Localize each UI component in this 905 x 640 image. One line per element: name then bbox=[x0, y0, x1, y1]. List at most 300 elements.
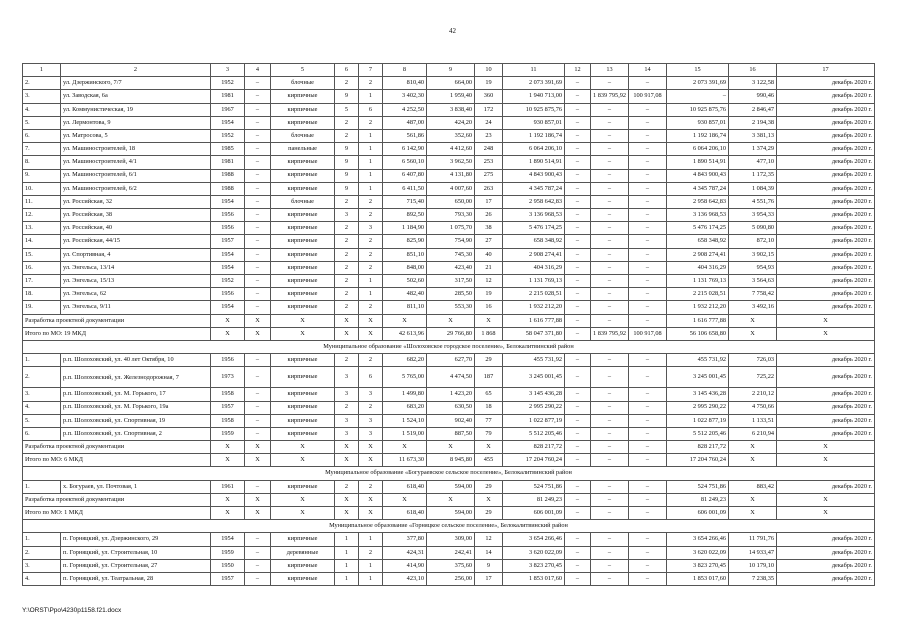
table-cell: 715,40 bbox=[383, 195, 427, 208]
summary-cell: X bbox=[245, 454, 271, 467]
table-cell: 1 bbox=[359, 156, 383, 169]
table-cell: – bbox=[591, 427, 629, 440]
table-cell: – bbox=[591, 235, 629, 248]
table-cell: 360 bbox=[475, 90, 503, 103]
table-cell: 2 bbox=[335, 261, 359, 274]
table-cell: кирпичные bbox=[271, 480, 335, 493]
table-cell: – bbox=[591, 275, 629, 288]
table-cell: кирпичные bbox=[271, 388, 335, 401]
table-cell: – bbox=[245, 129, 271, 142]
table-cell: 8. bbox=[23, 156, 61, 169]
building-address: ул. Энгельса, 13/14 bbox=[61, 261, 211, 274]
table-cell: 3 620 022,09 bbox=[667, 546, 729, 559]
table-cell: 2 bbox=[359, 195, 383, 208]
table-cell: 455 731,92 bbox=[503, 354, 565, 367]
table-cell: 187 bbox=[475, 367, 503, 388]
table-cell: 5 476 174,25 bbox=[503, 222, 565, 235]
summary-cell: X bbox=[245, 327, 271, 340]
table-cell: кирпичные bbox=[271, 248, 335, 261]
building-address: р.п. Шолоховский, ул. Железнодорожная, 7 bbox=[61, 367, 211, 388]
table-cell: – bbox=[591, 301, 629, 314]
building-address: п. Горняцкий, ул. Театральная, 28 bbox=[61, 572, 211, 585]
table-cell: 848,00 bbox=[383, 261, 427, 274]
table-cell: 3 620 022,09 bbox=[503, 546, 565, 559]
table-cell: 12 bbox=[475, 275, 503, 288]
table-cell: 5. bbox=[23, 116, 61, 129]
housing-register-table bbox=[22, 63, 875, 586]
summary-cell: X bbox=[729, 493, 777, 506]
table-cell: 825,90 bbox=[383, 235, 427, 248]
table-cell: 1 172,35 bbox=[729, 169, 777, 182]
table-cell: 19 bbox=[475, 77, 503, 90]
building-row bbox=[23, 301, 875, 314]
table-cell: 7 758,42 bbox=[729, 288, 777, 301]
table-cell: 725,22 bbox=[729, 367, 777, 388]
table-cell: – bbox=[245, 156, 271, 169]
table-cell: 3 654 266,46 bbox=[667, 533, 729, 546]
table-cell: 3 145 436,28 bbox=[503, 388, 565, 401]
table-cell: 10 925 875,76 bbox=[503, 103, 565, 116]
table-cell: 1954 bbox=[211, 248, 245, 261]
table-cell: – bbox=[629, 248, 667, 261]
table-cell: – bbox=[565, 427, 591, 440]
summary-cell: X bbox=[359, 327, 383, 340]
table-cell: 1 bbox=[335, 559, 359, 572]
column-number: 5 bbox=[271, 64, 335, 77]
table-cell: 4. bbox=[23, 103, 61, 116]
table-cell: 887,50 bbox=[427, 427, 475, 440]
table-cell: 6 064 206,10 bbox=[667, 143, 729, 156]
table-cell: – bbox=[245, 480, 271, 493]
table-cell: 1 bbox=[359, 129, 383, 142]
table-cell: 1 bbox=[335, 546, 359, 559]
table-cell: – bbox=[565, 414, 591, 427]
table-cell: 12. bbox=[23, 209, 61, 222]
table-cell: 17 bbox=[475, 572, 503, 585]
table-cell: 3 564,63 bbox=[729, 275, 777, 288]
table-cell: 1. bbox=[23, 354, 61, 367]
table-cell: 2 958 642,83 bbox=[503, 195, 565, 208]
summary-cell: X bbox=[777, 493, 875, 506]
table-cell: 423,10 bbox=[383, 572, 427, 585]
summary-cell: X bbox=[335, 507, 359, 520]
table-cell: блочные bbox=[271, 129, 335, 142]
building-address: ул. Лермонтова, 9 bbox=[61, 116, 211, 129]
summary-cell: 606 001,09 bbox=[503, 507, 565, 520]
summary-cell: 1 616 777,88 bbox=[667, 314, 729, 327]
table-cell: декабрь 2020 г. bbox=[777, 572, 875, 585]
table-cell: 1967 bbox=[211, 103, 245, 116]
table-cell: декабрь 2020 г. bbox=[777, 559, 875, 572]
summary-cell: X bbox=[729, 441, 777, 454]
table-cell: 477,10 bbox=[729, 156, 777, 169]
table-cell: 2 073 391,69 bbox=[503, 77, 565, 90]
table-cell: – bbox=[245, 388, 271, 401]
summary-cell: – bbox=[591, 507, 629, 520]
table-cell: 2 bbox=[335, 248, 359, 261]
summary-cell: 1 868 bbox=[475, 327, 503, 340]
table-cell: – bbox=[245, 143, 271, 156]
table-cell: кирпичные bbox=[271, 301, 335, 314]
table-cell: 6 bbox=[359, 367, 383, 388]
table-cell: 17 bbox=[475, 195, 503, 208]
table-cell: 883,42 bbox=[729, 480, 777, 493]
summary-cell: – bbox=[565, 454, 591, 467]
table-cell: 3 bbox=[335, 414, 359, 427]
building-row bbox=[23, 90, 875, 103]
column-number: 11 bbox=[503, 64, 565, 77]
table-cell: 4 474,50 bbox=[427, 367, 475, 388]
summary-cell: X bbox=[245, 314, 271, 327]
table-cell: – bbox=[591, 354, 629, 367]
table-cell: 17. bbox=[23, 275, 61, 288]
summary-label: Разработка проектной документации bbox=[23, 314, 211, 327]
table-cell: 9 bbox=[335, 90, 359, 103]
table-cell: – bbox=[565, 388, 591, 401]
building-address: ул. Коммунистическая, 19 bbox=[61, 103, 211, 116]
table-cell: 2 bbox=[335, 301, 359, 314]
table-cell: 309,00 bbox=[427, 533, 475, 546]
table-cell: 9 bbox=[335, 182, 359, 195]
table-cell: 1 bbox=[359, 288, 383, 301]
building-address: ул. Российская, 44/15 bbox=[61, 235, 211, 248]
table-cell: 4. bbox=[23, 401, 61, 414]
table-cell: 2 bbox=[335, 222, 359, 235]
table-cell: – bbox=[245, 209, 271, 222]
table-cell: 2 bbox=[359, 261, 383, 274]
table-cell: – bbox=[591, 103, 629, 116]
table-cell: – bbox=[629, 77, 667, 90]
page-number: 42 bbox=[449, 27, 456, 35]
building-row bbox=[23, 129, 875, 142]
summary-cell: X bbox=[211, 441, 245, 454]
table-cell: – bbox=[629, 156, 667, 169]
table-cell: 10 179,10 bbox=[729, 559, 777, 572]
summary-cell: X bbox=[211, 327, 245, 340]
building-row bbox=[23, 572, 875, 585]
table-cell: 726,03 bbox=[729, 354, 777, 367]
summary-row bbox=[23, 493, 875, 506]
table-cell: декабрь 2020 г. bbox=[777, 354, 875, 367]
table-cell: 9. bbox=[23, 169, 61, 182]
table-cell: – bbox=[245, 275, 271, 288]
table-cell: 2 073 391,69 bbox=[667, 77, 729, 90]
table-cell: 1956 bbox=[211, 222, 245, 235]
table-cell: 21 bbox=[475, 261, 503, 274]
building-row bbox=[23, 143, 875, 156]
table-cell: 5 765,00 bbox=[383, 367, 427, 388]
table-cell: 6 560,10 bbox=[383, 156, 427, 169]
table-cell: – bbox=[591, 209, 629, 222]
table-cell: 1956 bbox=[211, 288, 245, 301]
building-row bbox=[23, 222, 875, 235]
table-cell: – bbox=[245, 235, 271, 248]
table-cell: – bbox=[565, 77, 591, 90]
table-cell: декабрь 2020 г. bbox=[777, 480, 875, 493]
table-cell: 3 bbox=[335, 427, 359, 440]
table-cell: – bbox=[629, 301, 667, 314]
table-cell: кирпичные bbox=[271, 288, 335, 301]
table-cell: – bbox=[245, 401, 271, 414]
table-cell: – bbox=[245, 572, 271, 585]
building-address: р.п. Шолоховский, ул. М. Горького, 19а bbox=[61, 401, 211, 414]
table-cell: – bbox=[629, 275, 667, 288]
table-cell: 4 750,66 bbox=[729, 401, 777, 414]
table-cell: 1954 bbox=[211, 261, 245, 274]
table-cell: 16. bbox=[23, 261, 61, 274]
table-cell: 3 245 001,45 bbox=[667, 367, 729, 388]
table-cell: 1961 bbox=[211, 480, 245, 493]
summary-cell: X bbox=[335, 493, 359, 506]
building-row bbox=[23, 533, 875, 546]
summary-row bbox=[23, 507, 875, 520]
table-cell: 19 bbox=[475, 288, 503, 301]
table-cell: кирпичные bbox=[271, 222, 335, 235]
table-cell: – bbox=[629, 367, 667, 388]
table-cell: 872,10 bbox=[729, 235, 777, 248]
table-cell: – bbox=[245, 546, 271, 559]
table-cell: 242,41 bbox=[427, 546, 475, 559]
table-cell: 1 131 769,13 bbox=[667, 275, 729, 288]
table-cell: 2 bbox=[359, 77, 383, 90]
summary-cell: – bbox=[565, 327, 591, 340]
table-cell: – bbox=[245, 261, 271, 274]
municipality-section-row bbox=[23, 467, 875, 480]
table-cell: 256,00 bbox=[427, 572, 475, 585]
column-number: 4 bbox=[245, 64, 271, 77]
summary-cell: 455 bbox=[475, 454, 503, 467]
summary-cell: X bbox=[777, 327, 875, 340]
summary-cell: X bbox=[271, 441, 335, 454]
table-cell: – bbox=[565, 195, 591, 208]
building-row bbox=[23, 367, 875, 388]
table-cell: 6 407,80 bbox=[383, 169, 427, 182]
table-cell: – bbox=[629, 533, 667, 546]
summary-cell: X bbox=[359, 493, 383, 506]
table-cell: – bbox=[629, 235, 667, 248]
table-cell: 4 345 787,24 bbox=[667, 182, 729, 195]
table-cell: 1 853 017,60 bbox=[667, 572, 729, 585]
municipality-section-row bbox=[23, 340, 875, 353]
summary-cell: X bbox=[427, 493, 475, 506]
table-cell: 1 184,90 bbox=[383, 222, 427, 235]
table-cell: – bbox=[245, 90, 271, 103]
table-cell: панельные bbox=[271, 143, 335, 156]
table-cell: 3. bbox=[23, 90, 61, 103]
table-cell: 15. bbox=[23, 248, 61, 261]
building-row bbox=[23, 103, 875, 116]
summary-cell: – bbox=[565, 441, 591, 454]
table-cell: кирпичные bbox=[271, 235, 335, 248]
table-cell: 27 bbox=[475, 235, 503, 248]
column-number: 10 bbox=[475, 64, 503, 77]
table-cell: 455 731,92 bbox=[667, 354, 729, 367]
building-row bbox=[23, 209, 875, 222]
column-number-row bbox=[23, 64, 875, 77]
summary-cell: – bbox=[591, 314, 629, 327]
table-cell: 11. bbox=[23, 195, 61, 208]
table-cell: – bbox=[629, 103, 667, 116]
table-cell: декабрь 2020 г. bbox=[777, 301, 875, 314]
table-cell: 14 933,47 bbox=[729, 546, 777, 559]
table-cell: – bbox=[565, 129, 591, 142]
table-cell: 3 954,33 bbox=[729, 209, 777, 222]
summary-cell: X bbox=[729, 507, 777, 520]
summary-cell: X bbox=[271, 454, 335, 467]
table-cell: декабрь 2020 г. bbox=[777, 401, 875, 414]
table-cell: 561,86 bbox=[383, 129, 427, 142]
table-cell: 1 022 877,19 bbox=[667, 414, 729, 427]
table-cell: 3 902,15 bbox=[729, 248, 777, 261]
table-cell: – bbox=[565, 533, 591, 546]
table-cell: 3 823 270,45 bbox=[503, 559, 565, 572]
summary-cell: X bbox=[335, 314, 359, 327]
table-cell: – bbox=[245, 248, 271, 261]
table-cell: декабрь 2020 г. bbox=[777, 235, 875, 248]
summary-cell: X bbox=[359, 441, 383, 454]
table-cell: кирпичные bbox=[271, 367, 335, 388]
table-cell: 1 940 713,00 bbox=[503, 90, 565, 103]
summary-cell: – bbox=[591, 454, 629, 467]
summary-cell: X bbox=[359, 507, 383, 520]
table-cell: 5 512 205,46 bbox=[503, 427, 565, 440]
building-address: ул. Энгельса, 15/13 bbox=[61, 275, 211, 288]
table-cell: – bbox=[591, 401, 629, 414]
building-address: ул. Машиностроителей, 6/2 bbox=[61, 182, 211, 195]
table-cell: 3. bbox=[23, 559, 61, 572]
building-address: х. Богураев, ул. Почтовая, 1 bbox=[61, 480, 211, 493]
table-cell: – bbox=[245, 182, 271, 195]
municipality-title: Муниципальное образование «Горняцкое сельское поселение», Белокалитвинский район bbox=[23, 520, 875, 533]
summary-row bbox=[23, 441, 875, 454]
table-cell: – bbox=[629, 129, 667, 142]
summary-cell: 8 945,80 bbox=[427, 454, 475, 467]
table-cell: – bbox=[565, 354, 591, 367]
table-cell: 2 bbox=[335, 195, 359, 208]
table-cell: 1988 bbox=[211, 169, 245, 182]
table-cell: 2 bbox=[359, 401, 383, 414]
table-cell: 1973 bbox=[211, 367, 245, 388]
table-cell: 1 890 514,91 bbox=[667, 156, 729, 169]
building-row bbox=[23, 156, 875, 169]
table-cell: 414,90 bbox=[383, 559, 427, 572]
table-cell: 1 022 877,19 bbox=[503, 414, 565, 427]
table-cell: кирпичные bbox=[271, 275, 335, 288]
summary-cell: X bbox=[729, 314, 777, 327]
table-cell: 1958 bbox=[211, 414, 245, 427]
table-cell: – bbox=[629, 116, 667, 129]
table-cell: – bbox=[591, 77, 629, 90]
table-cell: – bbox=[629, 261, 667, 274]
table-cell: 1 bbox=[359, 275, 383, 288]
table-cell: 10. bbox=[23, 182, 61, 195]
summary-cell: 1 839 795,92 bbox=[591, 327, 629, 340]
table-cell: 423,40 bbox=[427, 261, 475, 274]
table-cell: 2 bbox=[359, 209, 383, 222]
table-cell: 1958 bbox=[211, 388, 245, 401]
table-cell: 79 bbox=[475, 427, 503, 440]
table-cell: 851,10 bbox=[383, 248, 427, 261]
building-address: ул. Энгельса, 9/11 bbox=[61, 301, 211, 314]
table-cell: – bbox=[565, 116, 591, 129]
summary-cell: 828 217,72 bbox=[667, 441, 729, 454]
summary-cell: – bbox=[565, 507, 591, 520]
column-number: 17 bbox=[777, 64, 875, 77]
table-cell: кирпичные bbox=[271, 533, 335, 546]
building-row bbox=[23, 480, 875, 493]
table-cell: – bbox=[565, 288, 591, 301]
building-row bbox=[23, 288, 875, 301]
table-cell: кирпичные bbox=[271, 414, 335, 427]
table-cell: – bbox=[591, 261, 629, 274]
table-cell: – bbox=[591, 195, 629, 208]
table-cell: – bbox=[667, 90, 729, 103]
table-cell: декабрь 2020 г. bbox=[777, 546, 875, 559]
table-cell: 9 bbox=[475, 559, 503, 572]
table-cell: кирпичные bbox=[271, 182, 335, 195]
table-cell: – bbox=[565, 156, 591, 169]
table-cell: кирпичные bbox=[271, 103, 335, 116]
table-cell: 29 bbox=[475, 354, 503, 367]
summary-row bbox=[23, 454, 875, 467]
table-cell: 6 411,50 bbox=[383, 182, 427, 195]
table-cell: 1956 bbox=[211, 209, 245, 222]
summary-label: Итого по МО: 1 МКД bbox=[23, 507, 211, 520]
summary-row bbox=[23, 327, 875, 340]
table-cell: декабрь 2020 г. bbox=[777, 116, 875, 129]
summary-cell: X bbox=[359, 314, 383, 327]
table-cell: – bbox=[245, 288, 271, 301]
table-cell: – bbox=[591, 367, 629, 388]
building-address: ул. Российская, 38 bbox=[61, 209, 211, 222]
table-cell: 1 853 017,60 bbox=[503, 572, 565, 585]
table-cell: 275 bbox=[475, 169, 503, 182]
table-cell: декабрь 2020 г. bbox=[777, 222, 875, 235]
table-cell: – bbox=[591, 248, 629, 261]
table-cell: блочные bbox=[271, 195, 335, 208]
table-cell: 3 122,58 bbox=[729, 77, 777, 90]
table-cell: декабрь 2020 г. bbox=[777, 427, 875, 440]
table-cell: 9 bbox=[335, 143, 359, 156]
table-cell: 6 210,94 bbox=[729, 427, 777, 440]
summary-cell: X bbox=[777, 507, 875, 520]
summary-cell: X bbox=[211, 454, 245, 467]
summary-cell: X bbox=[777, 314, 875, 327]
table-cell: – bbox=[565, 182, 591, 195]
building-address: р.п. Шолоховский, ул. Спортивная, 19 bbox=[61, 414, 211, 427]
table-cell: – bbox=[591, 156, 629, 169]
table-cell: 317,50 bbox=[427, 275, 475, 288]
table-cell: 1985 bbox=[211, 143, 245, 156]
table-cell: – bbox=[245, 169, 271, 182]
table-cell: 1 084,39 bbox=[729, 182, 777, 195]
table-cell: 683,20 bbox=[383, 401, 427, 414]
table-cell: 1 932 212,20 bbox=[667, 301, 729, 314]
building-row bbox=[23, 261, 875, 274]
table-cell: – bbox=[565, 301, 591, 314]
table-cell: – bbox=[245, 533, 271, 546]
table-cell: 40 bbox=[475, 248, 503, 261]
table-cell: – bbox=[565, 261, 591, 274]
table-cell: 664,00 bbox=[427, 77, 475, 90]
table-cell: – bbox=[629, 546, 667, 559]
table-cell: – bbox=[565, 235, 591, 248]
summary-cell: X bbox=[475, 314, 503, 327]
building-row bbox=[23, 116, 875, 129]
table-cell: – bbox=[591, 143, 629, 156]
building-row bbox=[23, 414, 875, 427]
table-cell: 1 932 212,20 bbox=[503, 301, 565, 314]
